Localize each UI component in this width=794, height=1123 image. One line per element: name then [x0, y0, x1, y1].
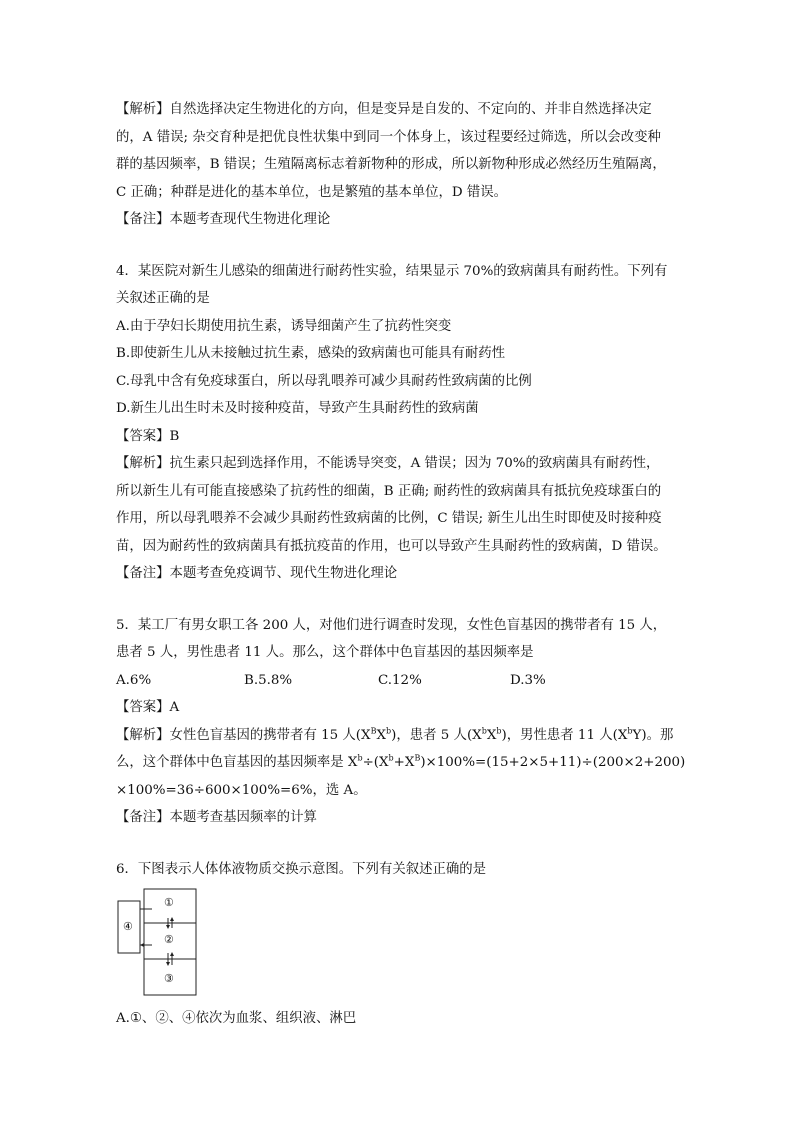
text-line: 么，这个群体中色盲基因的基因频率是 $X^b\div(X^b+X^B)\times 100\%=(15+2\times 5+11)\div(200\times 2+200)$: [116, 753, 686, 770]
text-line: 的，A 错误; 杂交育种是把优良性状集中到同一个体身上，该过程要经过筛选，所以会改变种: [116, 129, 661, 145]
option-a: A.由于孕妇长期使用抗生素，诱导细菌产生了抗药性突变: [116, 318, 452, 334]
option-c: C.母乳中含有免疫球蛋白，所以母乳喂养可减少具耐药性致病菌的比例: [116, 373, 532, 389]
option-c: C.12%: [378, 672, 422, 688]
q5-analysis: [116, 722, 686, 805]
text-line: 患者 5 人，男性患者 11 人。那么，这个群体中色盲基因的基因频率是: [116, 645, 534, 660]
q4-options: [116, 313, 686, 423]
text-line: C 正确；种群是进化的基本单位，也是繁殖的基本单位，D 错误。: [116, 184, 508, 200]
text-line: 【解析】抗生素只起到选择作用，不能诱导突变，A 错误；因为 70%的致病菌具有耐药性，: [116, 456, 660, 471]
text-line: 【解析】自然选择决定生物进化的方向，但是变异是自发的、不定向的、并非自然选择决定: [116, 102, 652, 117]
q5-stem: [116, 612, 686, 667]
option-d: D.新生儿出生时未及时接种疫苗，导致产生具耐药性的致病菌: [116, 401, 479, 416]
diagram-label-3: ③: [164, 972, 174, 985]
text-line: 所以新生儿有可能直接感染了抗药性的细菌，B 正确; 耐药性的致病菌具有抵抗免疫球蛋白的: [116, 483, 662, 499]
document-page: [116, 96, 686, 1033]
q4-stem: [116, 258, 686, 313]
q5-answer: 【答案】A: [116, 700, 180, 715]
q4-note: 【备注】本题考查免疫调节、现代生物进化理论: [116, 566, 398, 581]
text-line: 作用，所以母乳喂养不会减少具耐药性致病菌的比例，C 错误; 新生儿出生时即使及时接种疫: [116, 511, 662, 526]
q4-answer: 【答案】B: [116, 428, 180, 444]
text-line: ×100%=36÷600×100%=6%，选 A。: [116, 782, 367, 798]
text-line: 【解析】女性色盲基因的携带者有 15 人$(X^BX^b)$，患者 5 人$(X^bX^b)$，男性患者 11 人$(X^bY)$。那: [116, 726, 674, 743]
text-line: 关叙述正确的是: [116, 291, 210, 306]
q3-analysis: [116, 96, 686, 206]
text-line: 4．某医院对新生儿感染的细菌进行耐药性实验，结果显示 70%的致病菌具有耐药性。下列有: [116, 263, 668, 279]
q5-options: [116, 667, 686, 695]
option-a: A.6%: [116, 672, 152, 688]
text-line: 5．某工厂有男女职工各 200 人，对他们进行调查时发现，女性色盲基因的携带者有 15 人，: [116, 617, 667, 633]
q6-stem: 6．下图表示人体体液物质交换示意图。下列有关叙述正确的是: [116, 861, 487, 877]
option-b: B.即使新生儿从未接触过抗生素，感染的致病菌也可能具有耐药性: [116, 346, 506, 361]
text-line: 苗，因为耐药性的致病菌具有抵抗疫苗的作用，也可以导致产生具耐药性的致病菌，D 错误。: [116, 538, 667, 554]
option-b: B.5.8%: [244, 672, 293, 688]
text-line: 群的基因频率，B 错误；生殖隔离标志着新物种的形成，所以新物种形成必然经历生殖隔离，: [116, 157, 666, 172]
q5-note: 【备注】本题考查基因频率的计算: [116, 810, 317, 825]
option-d: D.3%: [510, 672, 546, 688]
option-a: A.①、②、④依次为血浆、组织液、淋巴: [116, 1011, 357, 1026]
q3-note: 【备注】本题考查现代生物进化理论: [116, 212, 331, 227]
q4-analysis: [116, 450, 686, 560]
diagram-label-1: ①: [164, 896, 174, 909]
body-fluid-diagram: [116, 887, 246, 999]
diagram-label-2: ②: [164, 933, 174, 946]
diagram-label-4: ④: [123, 920, 133, 933]
diagram-drawing: [116, 887, 246, 999]
